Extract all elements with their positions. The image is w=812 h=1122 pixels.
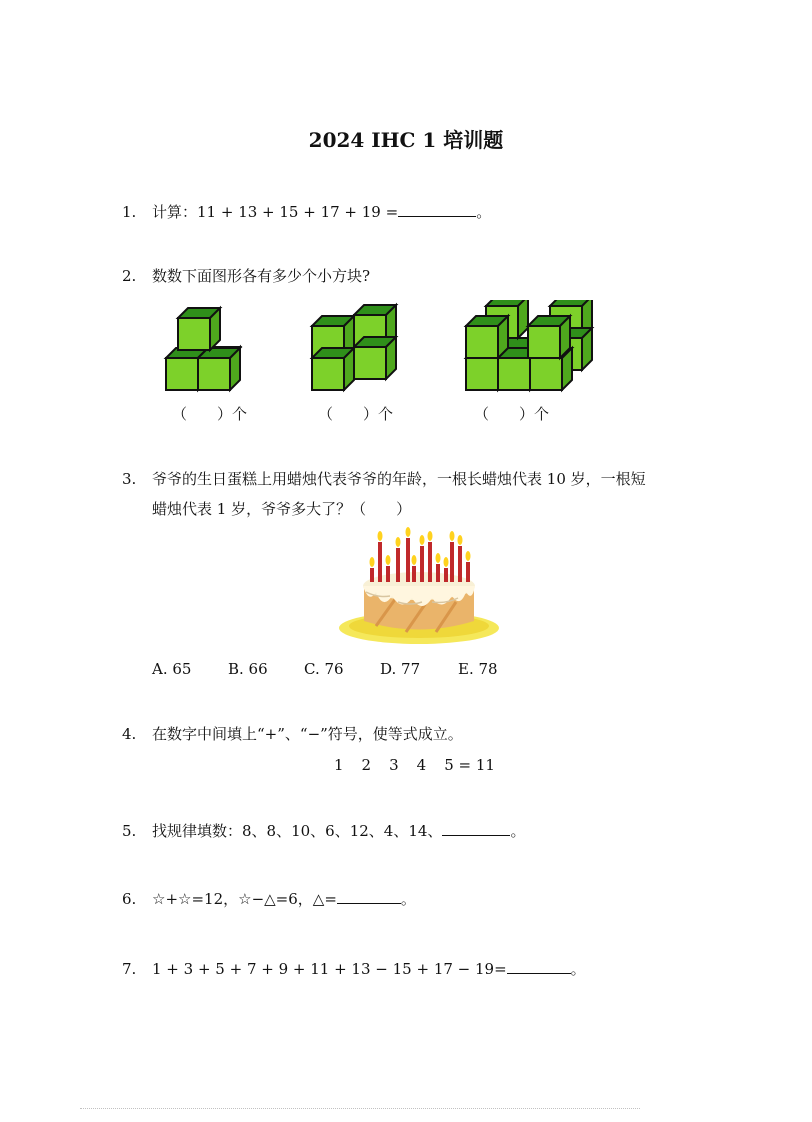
question-number: 7. [122,960,137,978]
question-tail: 。 [570,960,586,978]
answer-paren-1[interactable]: （ ）个 [172,405,248,423]
candles [370,527,471,582]
question-text: 数数下面图形各有多少个小方块? [152,267,371,285]
question-3 [122,468,646,489]
page-title: 2024 IHC 1 培训题 [308,128,504,152]
cube-figure-2 [312,305,396,390]
cube-figure-3 [466,300,592,390]
option-a[interactable]: A. 65 [152,660,192,678]
equation-number: 5 = 11 [444,756,495,774]
question-3-line-2: 蜡烛代表 1 岁，爷爷多大了？（ ） [152,500,412,518]
question-tail: 。 [400,890,416,908]
equation-number: 4 [416,756,427,774]
question-number: 4. [122,725,137,743]
answer-blank[interactable] [337,889,401,904]
cube-figure-1 [166,308,240,390]
question-number: 6. [122,890,137,908]
option-b[interactable]: B. 66 [228,660,268,678]
equation-row [334,756,513,774]
question-5 [122,820,525,841]
answer-blank[interactable] [507,959,571,974]
answer-blank[interactable] [442,821,510,836]
equation-number: 2 [361,756,372,774]
answer-paren-2[interactable]: （ ）个 [318,405,394,423]
option-d[interactable]: D. 77 [380,660,421,678]
question-text: 在数字中间填上“+”、“−”符号，使等式成立。 [152,725,463,743]
birthday-cake-image [336,526,502,646]
equation-number: 3 [389,756,399,774]
question-text: 计算：11 + 13 + 15 + 17 + 19 = [152,203,399,221]
option-e[interactable]: E. 78 [458,660,498,678]
question-tail: 。 [476,203,492,221]
question-number: 5. [122,822,137,840]
question-number: 3. [122,470,137,488]
answer-paren-3[interactable]: （ ）个 [474,405,550,423]
question-1 [122,201,491,222]
question-text: ☆+☆=12，☆−△=6，△= [152,890,337,908]
question-text-line-1: 爷爷的生日蛋糕上用蜡烛代表爷爷的年龄，一根长蜡烛代表 10 岁，一根短 [152,470,646,488]
question-4 [122,723,463,744]
faint-bleed-through-line [80,1108,640,1115]
question-7 [122,958,586,979]
question-6 [122,888,416,909]
answer-blank[interactable] [398,202,476,217]
option-c[interactable]: C. 76 [304,660,344,678]
question-number: 2. [122,267,137,285]
question-text: 找规律填数：8、8、10、6、12、4、14、 [152,822,443,840]
question-text: 1 + 3 + 5 + 7 + 9 + 11 + 13 − 15 + 17 − 19= [152,960,507,978]
question-tail: 。 [510,822,526,840]
cube-figures [160,300,620,400]
question-2 [122,265,370,286]
equation-number: 1 [334,756,344,774]
question-number: 1. [122,203,137,221]
